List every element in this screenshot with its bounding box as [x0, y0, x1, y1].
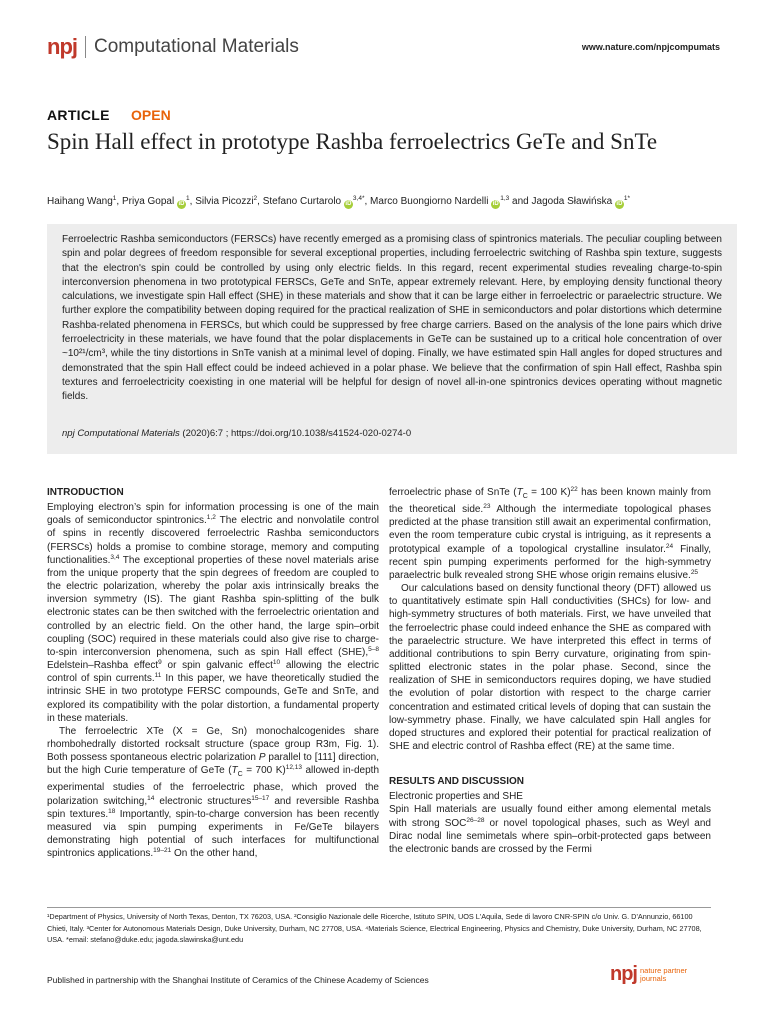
author-affiliation: 1,3 — [500, 195, 510, 202]
citation-doi[interactable]: (2020)6:7 ; https://doi.org/10.1038/s41524-020-0274-0 — [179, 428, 412, 439]
footnote-divider — [47, 907, 711, 908]
author-name[interactable]: Haihang Wang — [47, 196, 113, 207]
author-name[interactable]: Stefano Curtarolo — [262, 196, 342, 207]
right-column — [389, 486, 711, 856]
journal-name: Computational Materials — [94, 36, 299, 57]
orcid-icon[interactable]: iD — [616, 201, 623, 207]
results-paragraph-1: Spin Hall materials are usually found either among elemental metals with strong SOC$^{26-28}$ or novel topological phases, such as Weyl and Dirac nodal line semimetals where spin–orbit-protected gaps between the electronic bands are crossed by the Fermi — [389, 804, 711, 855]
journal-url-link[interactable]: www.nature.com/npjcompumats — [581, 42, 720, 52]
author-name[interactable]: Jagoda Sławińska — [531, 196, 613, 207]
article-title: Spin Hall effect in prototype Rashba ferroelectrics GeTe and SnTe — [47, 129, 658, 154]
npj-footer-logo-mark: npj — [610, 963, 637, 985]
intro-paragraph-1: Employing electron’s spin for information processing is one of the main goals of semiconductor spintronics.$^{1,2}$ The electric and nonvolatile control of spins in recently discovered ferroelectric Rashba semiconductors (FERSCs) holds a promise to combine storage, memory and computing functionalities.$^{3,4}$ The exceptional properties of these novel materials arise from the unique property that the spin degrees of freedom are coupled to the electric polarization, whereby the polar axis intrinsically breaks the inversion symmetry (IS). The giant Rashba spin-splitting of the bulk electronic states can be then switched with the ferroelectric orientation and controlled by an electric field. On the other hand, the large spin–orbit coupling (SOC) required in these materials could also give rise to charge-to-spin interconversion phenomena, such as spin Hall effect (SHE),$^{5-8}$ Edelstein–Rashba effect$^9$ or spin galvanic effect$^{10}$ allowing the electric control of spin currents.$^{11}$ In this paper, we have theoretically studied the intrinsic SHE in two prototype FERSC compounds, GeTe and SnTe, and explored its compatibility with the polar distortion, a fundamental property in these materials. — [47, 502, 379, 724]
nature-partner-text — [640, 967, 687, 983]
author-affiliation: 3,4* — [352, 195, 365, 202]
nature-partner-line-2: journals — [640, 973, 667, 983]
author-affiliation: 1* — [623, 195, 631, 202]
nature-partner-line-1: nature partner — [640, 965, 688, 975]
citation-journal: npj Computational Materials — [62, 428, 180, 439]
section-heading-introduction: INTRODUCTION — [47, 487, 124, 498]
orcid-icon[interactable]: iD — [178, 201, 185, 207]
author-affiliation: 1 — [186, 195, 190, 202]
subsection-heading: Electronic properties and SHE — [389, 791, 523, 803]
citation-line — [62, 428, 411, 439]
author-name[interactable]: Marco Buongiorno Nardelli — [370, 196, 489, 207]
author-name[interactable]: Priya Gopal — [121, 196, 175, 207]
publisher-note: Published in partnership with the Shanghai Institute of Ceramics of the Chinese Academy of Sciences — [47, 975, 429, 985]
author-affiliation: 2 — [253, 195, 258, 202]
intro-paragraph-2: The ferroelectric XTe (X = Ge, Sn) monochalcogenides share rhombohedrally distorted rocksalt structure (space group R3m, Fig. 1). Both possess spontaneous electric polarization P parallel to [111] direction, but the high Curie temperature of GeTe ($T_C = 700$ K)$^{12,13}$ allowed in-depth experimental studies of the ferroelectric phase, which proved the polarization switching,$^{14}$ electronic structures$^{15-17}$ and reversible Rashba spin textures.$^{18}$ Importantly, spin-to-charge conversion has been recently measured via spin pumping experiments in Fe/GeTe bilayers demonstrating high potential of such interfaces for multifunctional spintronics applications.$^{19-21}$ On the other hand, — [47, 725, 380, 860]
open-access-label: OPEN — [131, 107, 171, 123]
orcid-icon[interactable]: iD — [345, 201, 352, 207]
orcid-icon[interactable]: iD — [492, 201, 499, 207]
journal-logo[interactable] — [47, 36, 299, 58]
affiliations-footnote: ¹Department of Physics, University of North Texas, Denton, TX 76203, USA. ²Consiglio Nazionale delle Ricerche, Istituto SPIN, UOS L'Aquila, Sede di lavoro CNR-SPIN c/o Univ. G. D'Annunzio, 66100 Chieti, Italy. ³Center for Autonomous Materials Design, Duke University, Durham, NC 27708, USA. ⁴Materials Science, Electrical Engineering, Physics and Chemistry, Duke University, Durham, NC 27708, USA. *email: stefano@duke.edu; jagoda.slawinska@unt.edu — [47, 912, 702, 944]
intro-paragraph-4: Our calculations based on density functional theory (DFT) allowed us to quantitatively estimate spin Hall conductivities (SHCs) for low- and high-symmetry structures of both materials. First, we have unveiled that the ferroelectric phase could indeed enhance the SHE as compared with the paraelectric structure. We have interpreted this effect in terms of additional contributions to spin Berry curvature, originating from spin-splitted electronic states in the polar phase. Second, since the realization of SHE in semiconductors requires doping, we have studied the evolution of polar distortion with respect to the charge carrier concentration and estimated critical levels of doping that can sustain the low-symmetry phase. Finally, we have calculated spin Hall angles for doped structures and explored their potential for practical realization of SHE and electric control of Rashba effect (RE) at the same time. — [389, 583, 711, 752]
left-column — [47, 486, 379, 860]
article-type-label: ARTICLE — [47, 107, 110, 123]
intro-paragraph-3: ferroelectric phase of SnTe ($T_C = 100$ K)$^{22}$ has been known mainly from the theoretical side.$^{23}$ Although the intermediate topological phases predicted at the phase transition still await an experimental confirmation, even the room temperature cubic crystal is intriguing, as it represents a prototypical example of a topological crystalline insulator.$^{24}$ Finally, recent spin pumping experiments performed for the high-symmetry paraelectric bulk revealed strong SHE whose origin remains elusive.$^{25}$ — [389, 486, 711, 581]
logo-divider — [85, 36, 86, 58]
nature-partner-logo — [610, 963, 687, 986]
section-heading-results: RESULTS AND DISCUSSION — [389, 776, 525, 788]
author-list: Haihang Wang$^1$, Priya Gopal $iD^1$, Silvia Picozzi$^2$, Stefano Curtarolo $iD^{3,4*}$, Marco Buongiorno Nardelli iD$^{1,3}$ and Jagoda Sławińska $iD^{1*}$ — [47, 195, 631, 207]
npj-logo-mark: npj — [47, 34, 77, 59]
author-name[interactable]: Silvia Picozzi — [195, 196, 254, 207]
author-affiliation: 1 — [112, 195, 117, 202]
abstract-text: Ferroelectric Rashba semiconductors (FERSCs) have recently emerged as a promising class of spintronics materials. The peculiar coupling between spin and polar degrees of freedom responsible for several exceptional properties, including ferroelectric switching of Rashba spin texture, suggests that the electron's spin could be controlled by using only electric fields. In this regard, recent experimental studies revealing charge-to-spin interconversion phenomena in two prototypical FERSCs, GeTe and SnTe, appear extremely relevant. Here, by employing density functional theory calculations, we investigate spin Hall effect (SHE) in these materials and show that it can be large either in ferroelectric or paraelectric structure. We further explore the compatibility between doping required for the practical realization of SHE in semiconductors and polar distortions which determine Rashba-related phenomena in FERSCs, but which could be suppressed by free charge carriers. Based on the analysis of the lone pairs which drive ferroelectricity in these materials, we have found that the polar displacements in GeTe can be sustained up to a critical hole concentration of over ~10²¹/cm³, while the tiny distortions in SnTe vanish at a minimal level of doping. Finally, we have estimated spin Hall angles for doped structures and demonstrated that the spin Hall effect could be indeed achieved in a polar phase. We believe that the confirmation of spin Hall effect, Rashba spin textures and ferroelectricity coexisting in one material will be helpful for design of novel all-in-one spintronics devices operating without magnetic fields. — [62, 234, 722, 403]
